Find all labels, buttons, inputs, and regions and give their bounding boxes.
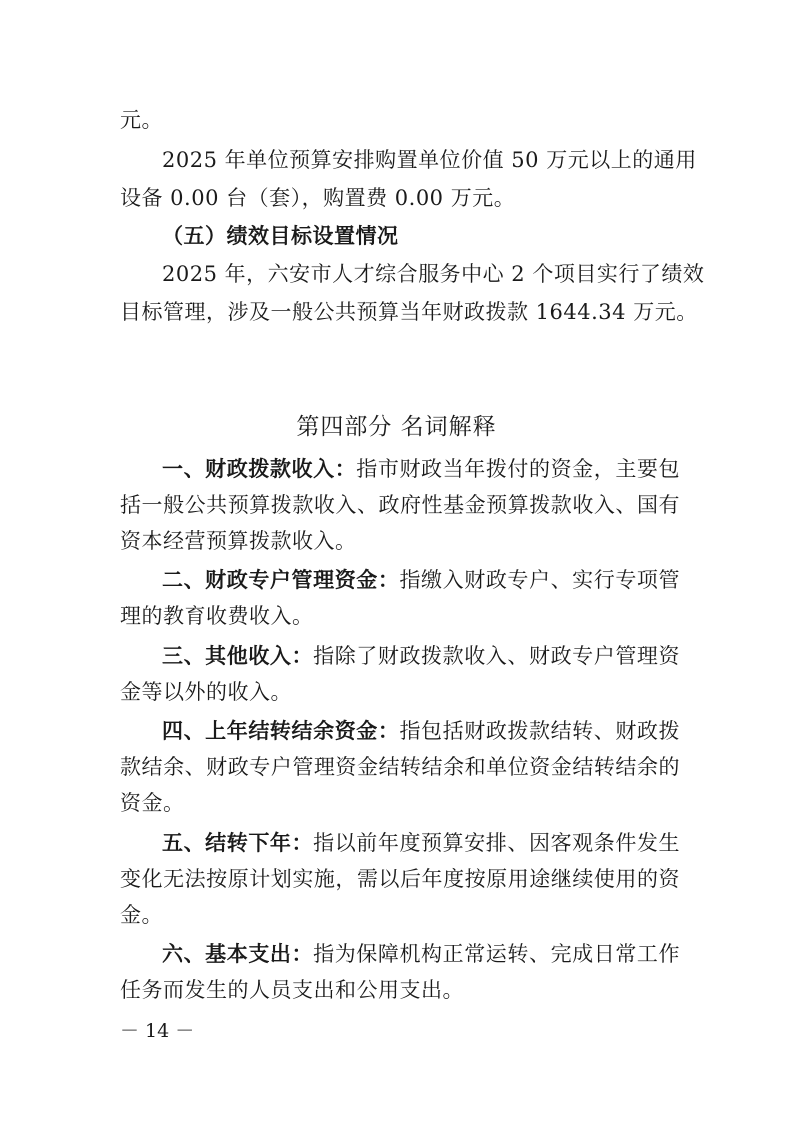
section-5-heading: （五）绩效目标设置情况 — [162, 224, 399, 248]
paragraph-continuation: 元。 — [120, 108, 163, 132]
term-3-definition: 指除了财政拨款收入、财政专户管理资 — [313, 644, 680, 668]
equipment-paragraph-line-2: 设备 0.00 台（套），购置费 0.00 万元。 — [120, 186, 516, 210]
performance-paragraph-line-2: 目标管理，涉及一般公共预算当年财政拨款 1644.34 万元。 — [120, 300, 698, 324]
term-1-line-3: 资本经营预算拨款收入。 — [120, 529, 357, 553]
term-5-definition: 指以前年度预算安排、因客观条件发生 — [313, 831, 680, 855]
term-2-definition: 指缴入财政专户、实行专项管 — [399, 568, 681, 592]
term-3-line-1 — [162, 642, 680, 670]
equipment-paragraph-line-1: 2025 年单位预算安排购置单位价值 50 万元以上的通用 — [162, 148, 697, 172]
term-2-line-2: 理的教育收费收入。 — [120, 604, 314, 628]
term-6-line-2: 任务而发生的人员支出和公用支出。 — [120, 978, 464, 1002]
term-5-line-3: 金。 — [120, 903, 163, 927]
term-4-label: 四、上年结转结余资金： — [162, 719, 400, 743]
term-5-label: 五、结转下年： — [162, 831, 314, 855]
term-4-line-3: 资金。 — [120, 791, 185, 815]
term-1-label: 一、财政拨款收入： — [162, 457, 357, 481]
term-1-definition: 指市财政当年拨付的资金，主要包 — [356, 457, 681, 481]
term-2-line-1 — [162, 566, 680, 594]
term-6-line-1 — [162, 940, 680, 968]
term-3-label: 三、其他收入： — [162, 644, 314, 668]
term-6-label: 六、基本支出： — [162, 942, 314, 966]
page-number: － 14 － — [120, 1020, 195, 1042]
term-4-line-1 — [162, 717, 680, 745]
term-4-definition: 指包括财政拨款结转、财政拨 — [399, 719, 681, 743]
term-4-line-2: 款结余、财政专户管理资金结转结余和单位资金结转结余的 — [120, 755, 680, 779]
term-5-line-2: 变化无法按原计划实施，需以后年度按原用途继续使用的资 — [120, 867, 680, 891]
part-4-heading: 第四部分 名词解释 — [296, 414, 497, 440]
term-6-definition: 指为保障机构正常运转、完成日常工作 — [313, 942, 680, 966]
term-5-line-1 — [162, 829, 680, 857]
term-3-line-2: 金等以外的收入。 — [120, 680, 292, 704]
term-1-line-2: 括一般公共预算拨款收入、政府性基金预算拨款收入、国有 — [120, 493, 680, 517]
term-1-line-1 — [162, 455, 680, 483]
term-2-label: 二、财政专户管理资金： — [162, 568, 400, 592]
performance-paragraph-line-1: 2025 年，六安市人才综合服务中心 2 个项目实行了绩效 — [162, 262, 705, 286]
